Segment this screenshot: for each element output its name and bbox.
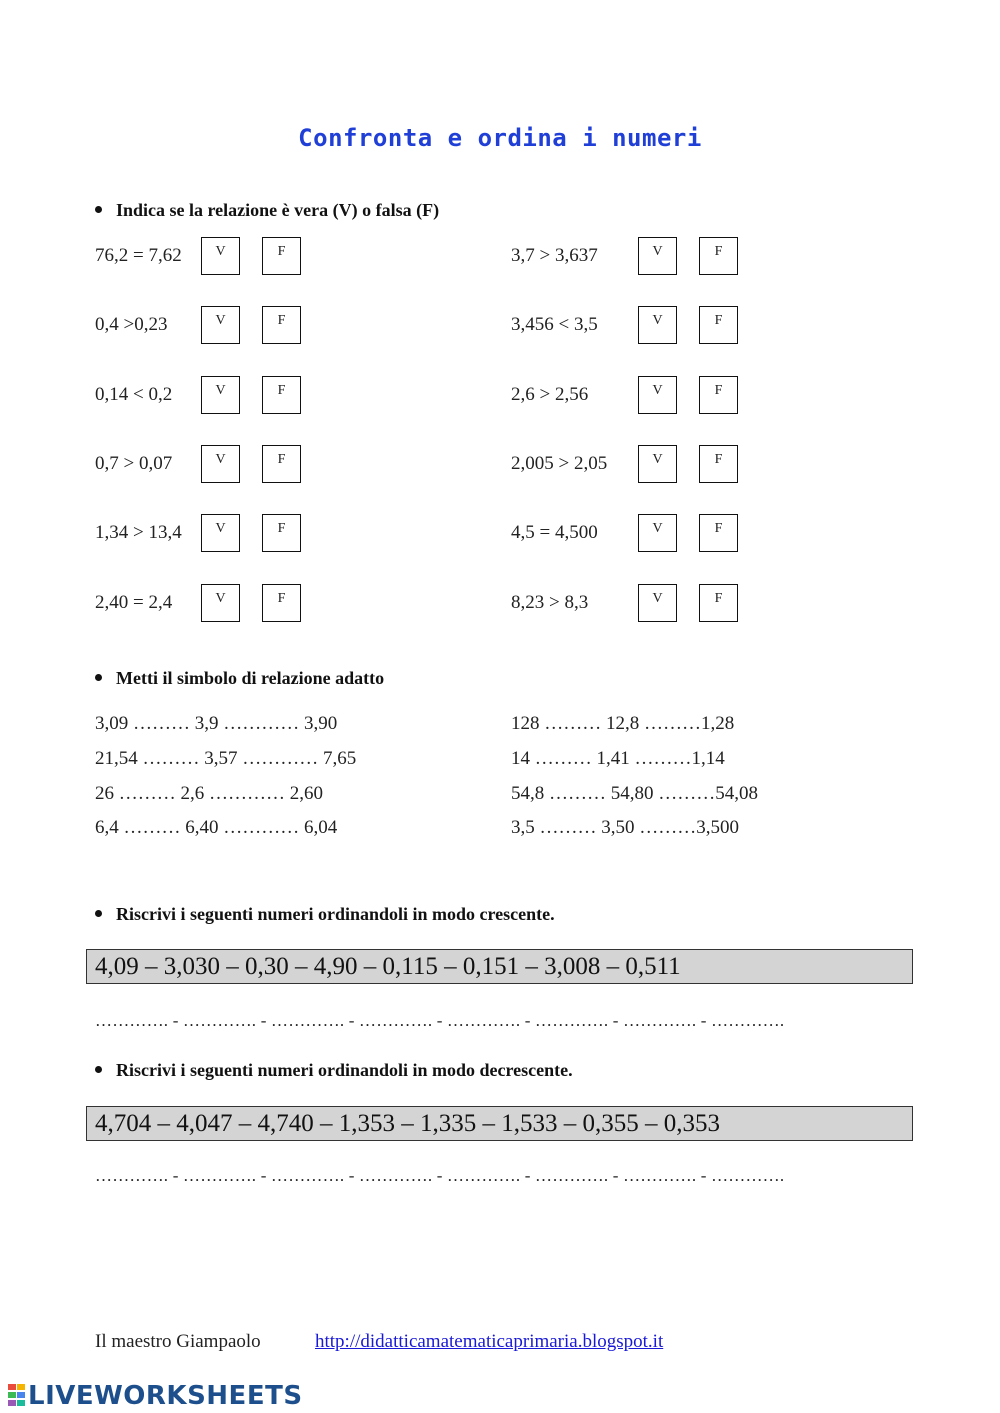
ascending-answer-line[interactable]: …………. - …………. - …………. - …………. - …………. - …………. - …………. - …………. — [95, 1011, 785, 1030]
true-option-box[interactable]: V — [201, 306, 240, 344]
statement-right-3: 2,6 > 2,56 — [511, 384, 589, 405]
logo-icon — [8, 1384, 26, 1406]
relation-row-right-2[interactable]: 14 ……… 1,41 ………1,14 — [511, 748, 725, 769]
true-option-box[interactable]: V — [638, 376, 677, 414]
false-option-box[interactable]: F — [699, 237, 738, 275]
true-option-box[interactable]: V — [201, 376, 240, 414]
relation-row-right-3[interactable]: 54,8 ……… 54,80 ………54,08 — [511, 783, 758, 804]
false-option-box[interactable]: F — [699, 514, 738, 552]
statement-left-4: 0,7 > 0,07 — [95, 453, 173, 474]
section2-heading: Metti il simbolo di relazione adatto — [95, 668, 384, 689]
false-option-box[interactable]: F — [262, 376, 301, 414]
true-option-box[interactable]: V — [638, 306, 677, 344]
relation-row-left-3[interactable]: 26 ……… 2,6 ………… 2,60 — [95, 783, 323, 804]
statement-left-3: 0,14 < 0,2 — [95, 384, 173, 405]
statement-right-1: 3,7 > 3,637 — [511, 245, 598, 266]
true-option-box[interactable]: V — [201, 237, 240, 275]
relation-row-left-2[interactable]: 21,54 ……… 3,57 ………… 7,65 — [95, 748, 357, 769]
true-option-box[interactable]: V — [201, 445, 240, 483]
page-title: Confronta e ordina i numeri — [298, 124, 702, 152]
relation-row-left-4[interactable]: 6,4 ……… 6,40 ………… 6,04 — [95, 817, 338, 838]
false-option-box[interactable]: F — [262, 514, 301, 552]
false-option-box[interactable]: F — [699, 376, 738, 414]
false-option-box[interactable]: F — [699, 445, 738, 483]
false-option-box[interactable]: F — [699, 306, 738, 344]
true-option-box[interactable]: V — [638, 514, 677, 552]
true-option-box[interactable]: V — [638, 237, 677, 275]
descending-numbers-box: 4,704 – 4,047 – 4,740 – 1,353 – 1,335 – 1,533 – 0,355 – 0,353 — [86, 1106, 913, 1141]
section1-heading: Indica se la relazione è vera (V) o falsa (F) — [95, 200, 439, 221]
statement-right-5: 4,5 = 4,500 — [511, 522, 598, 543]
statement-right-2: 3,456 < 3,5 — [511, 314, 598, 335]
bullet-icon — [95, 910, 102, 917]
statement-left-5: 1,34 > 13,4 — [95, 522, 182, 543]
false-option-box[interactable]: F — [699, 584, 738, 622]
ascending-numbers-box: 4,09 – 3,030 – 0,30 – 4,90 – 0,115 – 0,151 – 3,008 – 0,511 — [86, 949, 913, 984]
relation-row-left-1[interactable]: 3,09 ……… 3,9 ………… 3,90 — [95, 713, 338, 734]
relation-row-right-4[interactable]: 3,5 ……… 3,50 ………3,500 — [511, 817, 739, 838]
footer-link[interactable]: http://didatticamatematicaprimaria.blogspot.it — [315, 1331, 664, 1352]
section3-heading: Riscrivi i seguenti numeri ordinandoli in modo crescente. — [95, 904, 555, 925]
true-option-box[interactable]: V — [201, 514, 240, 552]
statement-left-2: 0,4 >0,23 — [95, 314, 168, 335]
section4-heading: Riscrivi i seguenti numeri ordinandoli in modo decrescente. — [95, 1060, 573, 1081]
true-option-box[interactable]: V — [638, 445, 677, 483]
bullet-icon — [95, 1066, 102, 1073]
relation-row-right-1[interactable]: 128 ……… 12,8 ………1,28 — [511, 713, 735, 734]
footer-author: Il maestro Giampaolo — [95, 1331, 261, 1352]
statement-right-4: 2,005 > 2,05 — [511, 453, 608, 474]
statement-left-6: 2,40 = 2,4 — [95, 592, 173, 613]
false-option-box[interactable]: F — [262, 306, 301, 344]
bullet-icon — [95, 206, 102, 213]
descending-answer-line[interactable]: …………. - …………. - …………. - …………. - …………. - …………. - …………. - …………. — [95, 1166, 785, 1185]
false-option-box[interactable]: F — [262, 445, 301, 483]
false-option-box[interactable]: F — [262, 237, 301, 275]
bullet-icon — [95, 674, 102, 681]
true-option-box[interactable]: V — [638, 584, 677, 622]
statement-left-1: 76,2 = 7,62 — [95, 245, 182, 266]
true-option-box[interactable]: V — [201, 584, 240, 622]
liveworksheets-logo: LIVEWORKSHEETS — [8, 1381, 303, 1411]
statement-right-6: 8,23 > 8,3 — [511, 592, 589, 613]
false-option-box[interactable]: F — [262, 584, 301, 622]
